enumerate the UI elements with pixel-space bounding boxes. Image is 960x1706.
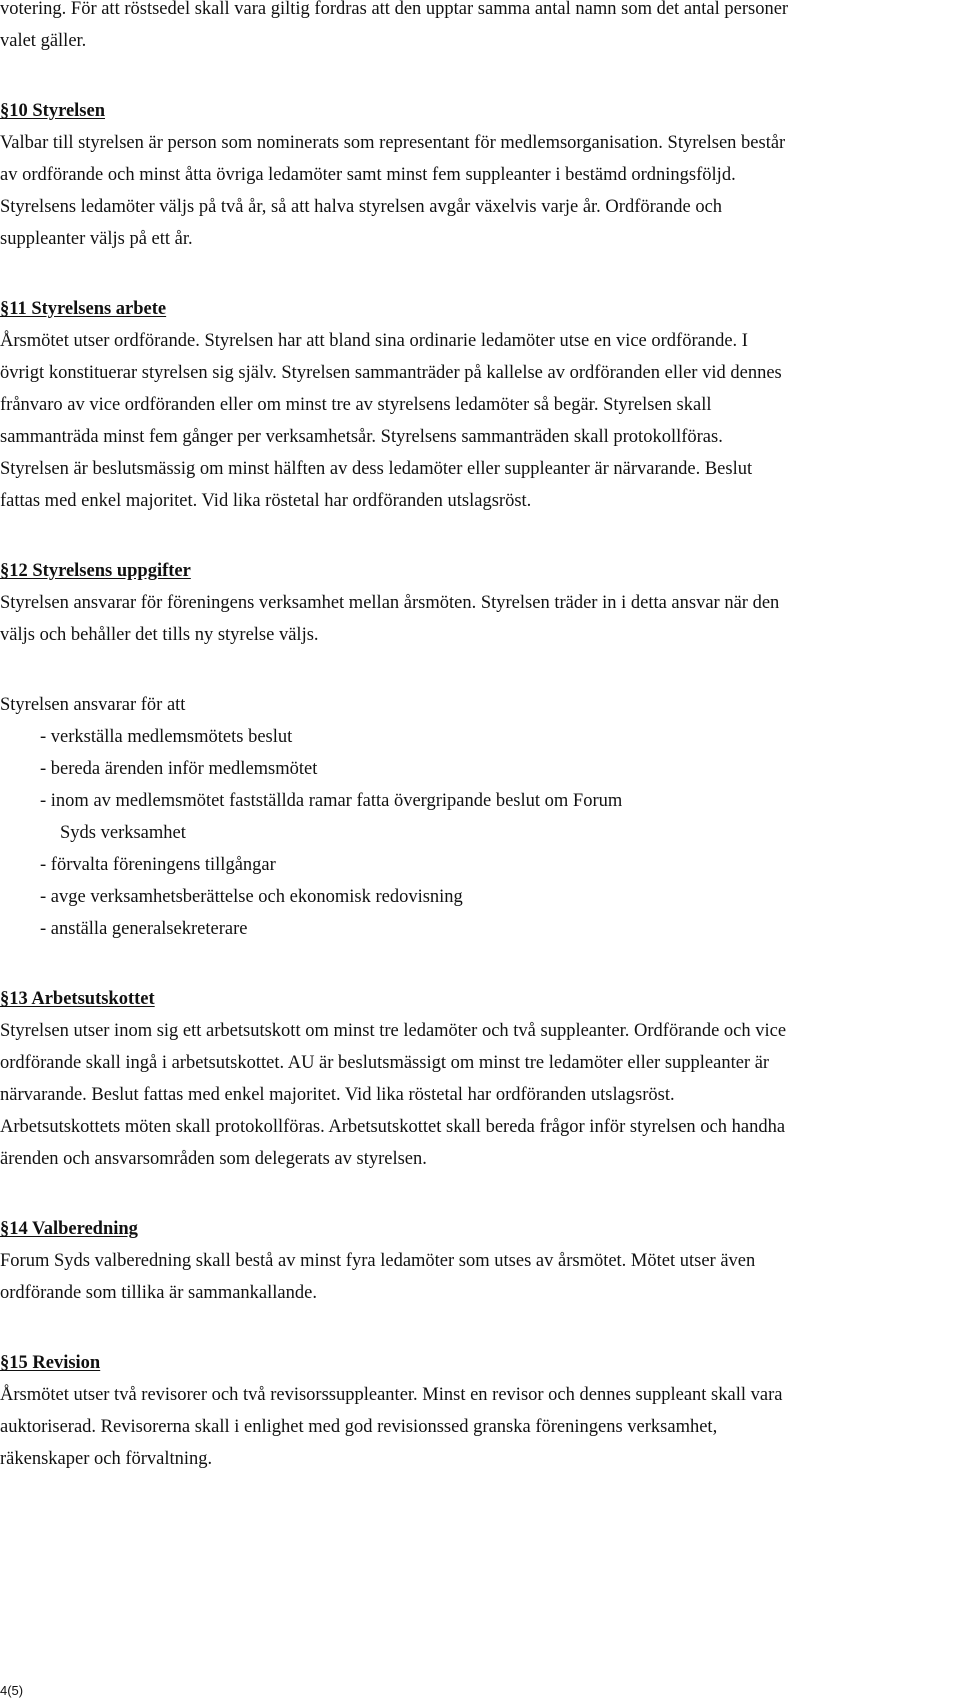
text-line: auktoriserad. Revisorerna skall i enlighet med god revisionssed granska föreningens verksamhet, bbox=[0, 1417, 718, 1437]
text-line: votering. För att röstsedel skall vara giltig fordras att den upptar samma antal namn som det antal personer bbox=[0, 0, 789, 19]
section-heading: §14 Valberedning bbox=[0, 1219, 138, 1239]
list-item: - anställa generalsekreterare bbox=[40, 919, 248, 939]
duties-list bbox=[40, 721, 955, 945]
list-item: - inom av medlemsmötet fastställda ramar fatta övergripande beslut om Forum bbox=[40, 791, 623, 811]
text-line: valet gäller. bbox=[0, 31, 87, 51]
section-heading: §15 Revision bbox=[0, 1353, 101, 1373]
text-line: Forum Syds valberedning skall bestå av minst fyra ledamöter som utses av årsmötet. Mötet utser även bbox=[0, 1251, 756, 1271]
list-item: - verkställa medlemsmötets beslut bbox=[40, 727, 293, 747]
section-12-styrelsens-uppgifter bbox=[0, 555, 955, 945]
text-line: övrigt konstituerar styrelsen sig själv. Styrelsen sammanträder på kallelse av ordföranden eller vid dennes bbox=[0, 363, 782, 383]
text-line: ärenden och ansvarsområden som delegerats av styrelsen. bbox=[0, 1149, 427, 1169]
text-line: Styrelsen ansvarar för föreningens verksamhet mellan årsmöten. Styrelsen träder in i detta ansvar när den bbox=[0, 593, 780, 613]
text-line: väljs och behåller det tills ny styrelse väljs. bbox=[0, 625, 319, 645]
list-item: - förvalta föreningens tillgångar bbox=[40, 855, 276, 875]
section-10-styrelsen bbox=[0, 95, 955, 255]
text-line: närvarande. Beslut fattas med enkel majoritet. Vid lika röstetal har ordföranden utslagsröst. bbox=[0, 1085, 675, 1105]
section-13-arbetsutskottet bbox=[0, 983, 955, 1175]
text-line: Styrelsen är beslutsmässig om minst hälften av dess ledamöter eller suppleanter är närvarande. Beslut bbox=[0, 459, 753, 479]
section-14-valberedning bbox=[0, 1213, 955, 1309]
intro-paragraph bbox=[0, 0, 955, 57]
text-line: Valbar till styrelsen är person som nominerats som representant för medlemsorganisation. Styrelsen består bbox=[0, 133, 786, 153]
text-line: ordförande som tillika är sammankallande. bbox=[0, 1283, 317, 1303]
list-item-continuation: Syds verksamhet bbox=[60, 823, 186, 843]
section-15-revision bbox=[0, 1347, 955, 1475]
text-line: ordförande skall ingå i arbetsutskottet. AU är beslutsmässigt om minst tre ledamöter eller suppleanter är bbox=[0, 1053, 770, 1073]
text-line: suppleanter väljs på ett år. bbox=[0, 229, 193, 249]
text-line: Årsmötet utser två revisorer och två revisorssuppleanter. Minst en revisor och dennes suppleant skall vara bbox=[0, 1385, 783, 1405]
section-11-styrelsens-arbete bbox=[0, 293, 955, 517]
page-number: 4(5) bbox=[0, 1683, 24, 1698]
text-line: Arbetsutskottets möten skall protokollföras. Arbetsutskottet skall bereda frågor inför styrelsen och handha bbox=[0, 1117, 786, 1137]
text-line: fattas med enkel majoritet. Vid lika röstetal har ordföranden utslagsröst. bbox=[0, 491, 532, 511]
text-line: frånvaro av vice ordföranden eller om minst tre av styrelsens ledamöter så begär. Styrelsen skall bbox=[0, 395, 712, 415]
list-item: - bereda ärenden inför medlemsmötet bbox=[40, 759, 318, 779]
list-item: - avge verksamhetsberättelse och ekonomisk redovisning bbox=[40, 887, 463, 907]
text-line: räkenskaper och förvaltning. bbox=[0, 1449, 213, 1469]
text-line: Årsmötet utser ordförande. Styrelsen har att bland sina ordinarie ledamöter utse en vice ordförande. I bbox=[0, 331, 748, 351]
section-heading: §10 Styrelsen bbox=[0, 101, 106, 121]
section-heading: §12 Styrelsens uppgifter bbox=[0, 561, 191, 581]
text-line: Styrelsens ledamöter väljs på två år, så att halva styrelsen avgår växelvis varje år. Ordförande och bbox=[0, 197, 723, 217]
list-intro: Styrelsen ansvarar för att bbox=[0, 695, 186, 715]
section-heading: §13 Arbetsutskottet bbox=[0, 989, 155, 1009]
text-line: Styrelsen utser inom sig ett arbetsutskott om minst tre ledamöter och två suppleanter. Ordförande och vice bbox=[0, 1021, 787, 1041]
section-heading: §11 Styrelsens arbete bbox=[0, 299, 167, 319]
text-line: sammanträda minst fem gånger per verksamhetsår. Styrelsens sammanträden skall protokollföras. bbox=[0, 427, 723, 447]
text-line: av ordförande och minst åtta övriga ledamöter samt minst fem suppleanter i bestämd ordningsföljd. bbox=[0, 165, 736, 185]
